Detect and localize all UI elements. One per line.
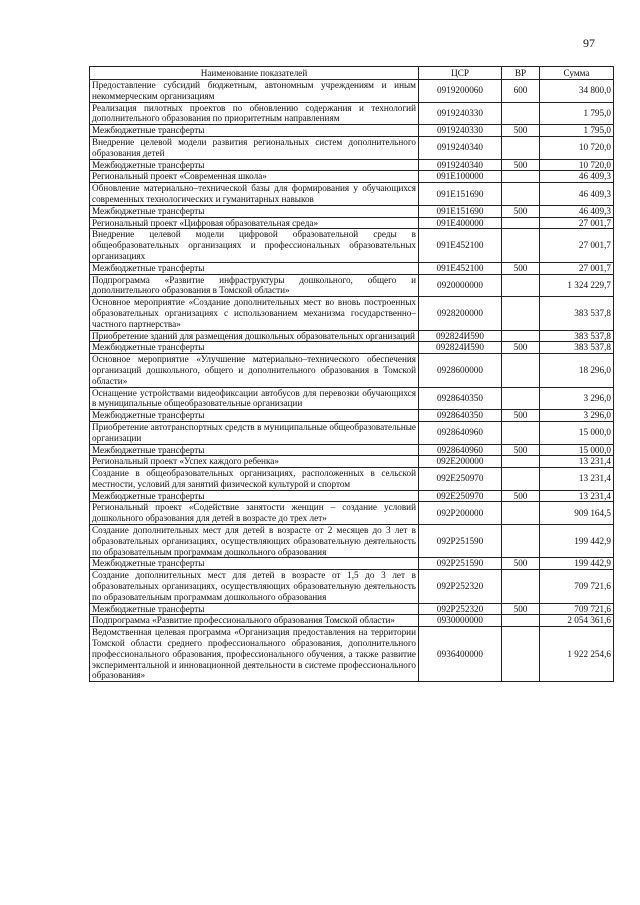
table-body — [90, 80, 614, 682]
table-row — [90, 615, 614, 627]
cell-name: Межбюджетные трансферты — [90, 205, 419, 217]
cell-sum: 199 442,9 — [540, 525, 614, 558]
table-row — [90, 297, 614, 330]
cell-vr — [502, 354, 540, 387]
cell-csr: 092824И590 — [419, 342, 502, 354]
cell-sum: 15 000,0 — [540, 444, 614, 456]
cell-sum: 3 296,0 — [540, 410, 614, 422]
table-row — [90, 125, 614, 137]
cell-vr — [502, 387, 540, 410]
cell-sum: 383 537,8 — [540, 342, 614, 354]
cell-name: Подпрограмма «Развитие профессионального образования Томской области» — [90, 615, 419, 627]
cell-vr — [502, 229, 540, 262]
cell-csr: 0928640960 — [419, 444, 502, 456]
table-row — [90, 159, 614, 171]
table-row — [90, 205, 614, 217]
cell-sum: 709 721,6 — [540, 603, 614, 615]
cell-sum: 18 296,0 — [540, 354, 614, 387]
cell-name: Региональный проект «Цифровая образовательная среда» — [90, 217, 419, 229]
cell-vr: 500 — [502, 262, 540, 274]
cell-csr: 0930000000 — [419, 615, 502, 627]
table-row — [90, 354, 614, 387]
cell-name: Межбюджетные трансферты — [90, 159, 419, 171]
cell-vr — [502, 102, 540, 125]
cell-name: Создание дополнительных мест для детей в возрасте от 2 месяцев до 3 лет в образовательных организациях, осуществляющих образовательную деятельность по образовательным программам дошкольного образования — [90, 525, 419, 558]
cell-name: Реализация пилотных проектов по обновлению содержания и технологий дополнительного образования по приоритетным направлениям — [90, 102, 419, 125]
table-row — [90, 102, 614, 125]
cell-csr: 092E250970 — [419, 490, 502, 502]
cell-vr — [502, 274, 540, 297]
cell-sum: 10 720,0 — [540, 136, 614, 159]
cell-sum: 27 001,7 — [540, 217, 614, 229]
cell-csr: 091E151690 — [419, 205, 502, 217]
cell-sum: 13 231,4 — [540, 468, 614, 491]
cell-csr: 0919240330 — [419, 125, 502, 137]
cell-name: Основное мероприятие «Улучшение материально–технического обеспечения организаций дошкольного, общего и дополнительного образования в Томской области» — [90, 354, 419, 387]
cell-name: Межбюджетные трансферты — [90, 262, 419, 274]
cell-csr: 092P252320 — [419, 603, 502, 615]
cell-csr: 0919200060 — [419, 80, 502, 103]
table-row — [90, 274, 614, 297]
cell-vr — [502, 136, 540, 159]
cell-csr: 091E400000 — [419, 217, 502, 229]
cell-sum: 709 721,6 — [540, 570, 614, 603]
cell-sum: 15 000,0 — [540, 421, 614, 444]
table-row — [90, 490, 614, 502]
table-row — [90, 262, 614, 274]
cell-name: Ведомственная целевая программа «Организация предоставления на территории Томской области среднего профессионального образования, дополнительного профессионального образования, профессионального обучения, а также развитие экспериментальной и инновационной деятельности в системе профессионального образования» — [90, 627, 419, 682]
cell-vr: 500 — [502, 159, 540, 171]
cell-csr: 0920000000 — [419, 274, 502, 297]
cell-sum: 1 324 229,7 — [540, 274, 614, 297]
table-row — [90, 387, 614, 410]
cell-csr: 092E250970 — [419, 468, 502, 491]
cell-name: Региональный проект «Успех каждого ребенка» — [90, 456, 419, 468]
cell-sum: 1 795,0 — [540, 102, 614, 125]
cell-csr: 092P200000 — [419, 502, 502, 525]
cell-sum: 199 442,9 — [540, 558, 614, 570]
header-sum: Сумма — [540, 67, 614, 80]
cell-vr: 500 — [502, 490, 540, 502]
cell-name: Создание дополнительных мест для детей в возрасте от 1,5 до 3 лет в образовательных организациях, осуществляющих образовательную деятельность по образовательным программам дошкольного образования — [90, 570, 419, 603]
cell-vr: 500 — [502, 342, 540, 354]
cell-sum: 46 409,3 — [540, 171, 614, 183]
header-vr: ВР — [502, 67, 540, 80]
cell-sum: 13 231,4 — [540, 456, 614, 468]
cell-vr — [502, 421, 540, 444]
cell-vr — [502, 456, 540, 468]
table-row — [90, 456, 614, 468]
page-number: 97 — [583, 36, 595, 50]
cell-csr: 0919240340 — [419, 136, 502, 159]
cell-name: Межбюджетные трансферты — [90, 342, 419, 354]
cell-csr: 092824И590 — [419, 330, 502, 342]
cell-name: Межбюджетные трансферты — [90, 603, 419, 615]
cell-csr: 092P251590 — [419, 558, 502, 570]
cell-vr — [502, 627, 540, 682]
cell-vr: 500 — [502, 603, 540, 615]
cell-csr: 0928640350 — [419, 387, 502, 410]
cell-sum: 34 800,0 — [540, 80, 614, 103]
cell-name: Основное мероприятие «Создание дополнительных мест во вновь построенных образовательных организациях с использованием механизма государственно–частного партнерства» — [90, 297, 419, 330]
cell-sum: 10 720,0 — [540, 159, 614, 171]
table-row — [90, 558, 614, 570]
cell-vr: 500 — [502, 410, 540, 422]
cell-name: Региональный проект «Содействие занятости женщин – создание условий дошкольного образования для детей в возрасте до трех лет» — [90, 502, 419, 525]
cell-vr — [502, 525, 540, 558]
cell-name: Приобретение зданий для размещения дошкольных образовательных организаций — [90, 330, 419, 342]
cell-vr: 600 — [502, 80, 540, 103]
cell-sum: 1 795,0 — [540, 125, 614, 137]
cell-name: Межбюджетные трансферты — [90, 558, 419, 570]
cell-name: Предоставление субсидий бюджетным, автономным учреждениям и иным некоммерческим организациям — [90, 80, 419, 103]
cell-sum: 46 409,3 — [540, 183, 614, 206]
table-row — [90, 229, 614, 262]
cell-csr: 091E452100 — [419, 262, 502, 274]
table-row — [90, 502, 614, 525]
table-row — [90, 342, 614, 354]
cell-csr: 092E200000 — [419, 456, 502, 468]
cell-csr: 0928600000 — [419, 354, 502, 387]
cell-sum: 383 537,8 — [540, 297, 614, 330]
cell-vr: 500 — [502, 125, 540, 137]
table-row — [90, 183, 614, 206]
cell-name: Межбюджетные трансферты — [90, 490, 419, 502]
cell-sum: 909 164,5 — [540, 502, 614, 525]
cell-vr — [502, 615, 540, 627]
cell-csr: 0919240330 — [419, 102, 502, 125]
cell-vr — [502, 570, 540, 603]
cell-sum: 27 001,7 — [540, 229, 614, 262]
cell-csr: 091E151690 — [419, 183, 502, 206]
cell-vr — [502, 217, 540, 229]
cell-csr: 091E100000 — [419, 171, 502, 183]
cell-name: Обновление материально–технической базы для формирования у обучающихся современных технологических и гуманитарных навыков — [90, 183, 419, 206]
cell-csr: 092P252320 — [419, 570, 502, 603]
table-row — [90, 603, 614, 615]
cell-name: Внедрение целевой модели развития региональных систем дополнительного образования детей — [90, 136, 419, 159]
cell-sum: 2 054 361,6 — [540, 615, 614, 627]
cell-csr: 0928640960 — [419, 421, 502, 444]
cell-csr: 092P251590 — [419, 525, 502, 558]
cell-sum: 27 001,7 — [540, 262, 614, 274]
cell-vr: 500 — [502, 444, 540, 456]
cell-csr: 0936400000 — [419, 627, 502, 682]
table-row — [90, 421, 614, 444]
cell-vr: 500 — [502, 205, 540, 217]
cell-vr — [502, 183, 540, 206]
cell-sum: 13 231,4 — [540, 490, 614, 502]
table-row — [90, 171, 614, 183]
table-row — [90, 468, 614, 491]
cell-vr — [502, 468, 540, 491]
table-row — [90, 627, 614, 682]
cell-name: Подпрограмма «Развитие инфраструктуры дошкольного, общего и дополнительного образования в Томской области» — [90, 274, 419, 297]
table-row — [90, 525, 614, 558]
budget-table — [89, 66, 614, 682]
cell-name: Внедрение целевой модели цифровой образовательной среды в общеобразовательных организациях и профессиональных образовательных организациях — [90, 229, 419, 262]
header-csr: ЦСР — [419, 67, 502, 80]
cell-name: Межбюджетные трансферты — [90, 410, 419, 422]
cell-csr: 0928200000 — [419, 297, 502, 330]
cell-name: Региональный проект «Современная школа» — [90, 171, 419, 183]
table-row — [90, 136, 614, 159]
cell-sum: 383 537,8 — [540, 330, 614, 342]
cell-vr — [502, 502, 540, 525]
table-row — [90, 570, 614, 603]
table-row — [90, 444, 614, 456]
cell-csr: 0919240340 — [419, 159, 502, 171]
cell-name: Оснащение устройствами видеофиксации автобусов для перевозки обучающихся в муниципальные общеобразовательные организации — [90, 387, 419, 410]
table-header-row — [90, 67, 614, 80]
cell-csr: 091E452100 — [419, 229, 502, 262]
cell-csr: 0928640350 — [419, 410, 502, 422]
cell-vr — [502, 171, 540, 183]
cell-name: Приобретение автотранспортных средств в муниципальные общеобразовательные организации — [90, 421, 419, 444]
header-name: Наименование показателей — [90, 67, 419, 80]
cell-sum: 3 296,0 — [540, 387, 614, 410]
table-row — [90, 217, 614, 229]
table-row — [90, 410, 614, 422]
cell-vr: 500 — [502, 558, 540, 570]
cell-name: Межбюджетные трансферты — [90, 125, 419, 137]
cell-sum: 1 922 254,6 — [540, 627, 614, 682]
table-row — [90, 80, 614, 103]
table-row — [90, 330, 614, 342]
cell-vr — [502, 297, 540, 330]
cell-name: Межбюджетные трансферты — [90, 444, 419, 456]
cell-sum: 46 409,3 — [540, 205, 614, 217]
cell-vr — [502, 330, 540, 342]
cell-name: Создание в общеобразовательных организациях, расположенных в сельской местности, условий для занятий физической культурой и спортом — [90, 468, 419, 491]
